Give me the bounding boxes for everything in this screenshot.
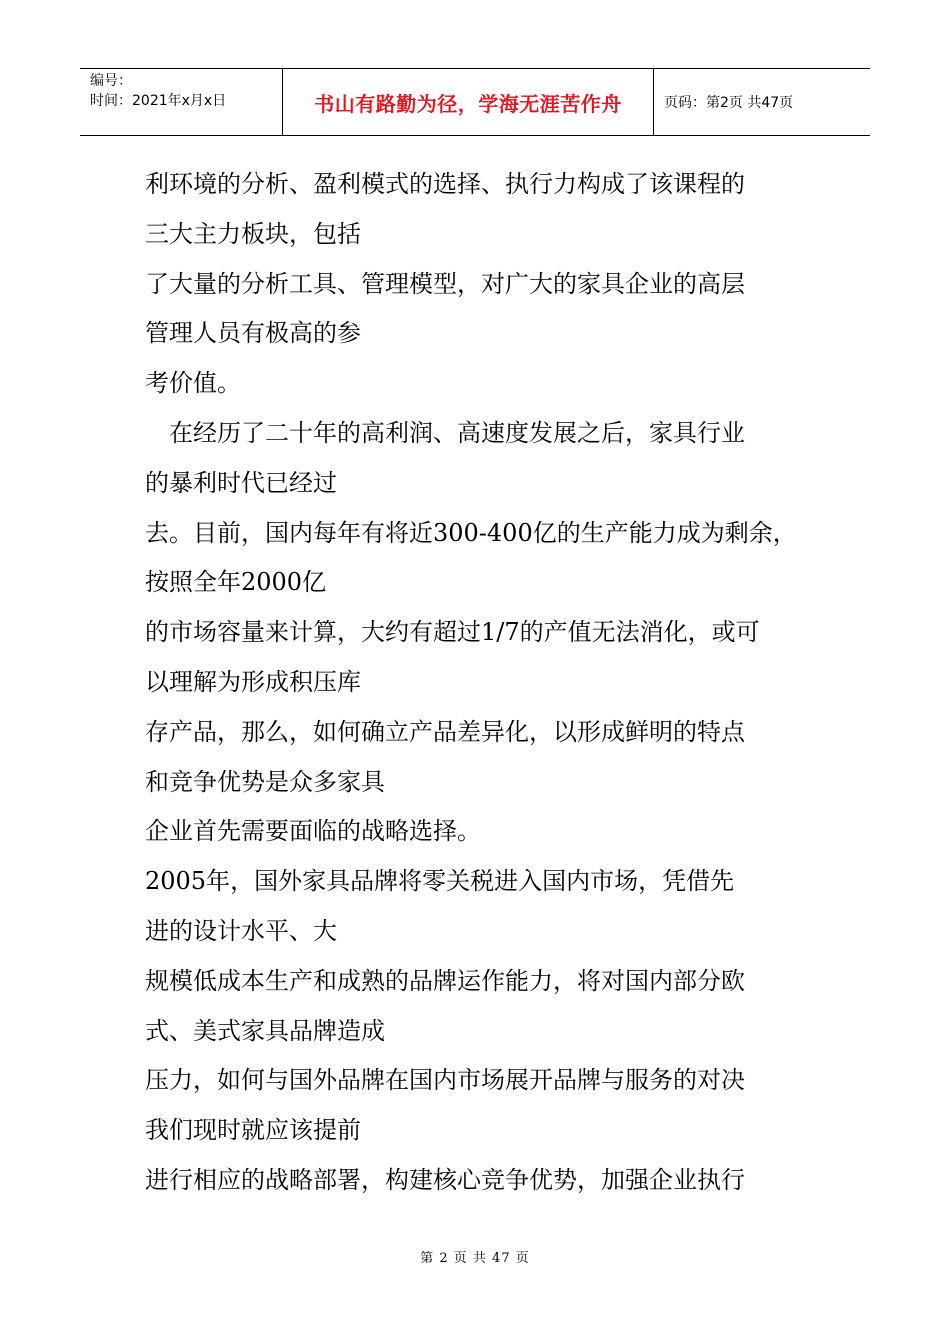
body-line: 三大主力板块，包括 bbox=[145, 219, 361, 248]
body-line: 进的设计水平、大 bbox=[145, 916, 337, 945]
body-line: 进行相应的战略部署，构建核心竞争优势，加强企业执行 bbox=[145, 1165, 745, 1194]
header-meta-cell bbox=[80, 69, 282, 135]
body-line: 式、美式家具品牌造成 bbox=[145, 1016, 385, 1045]
body-line: 规模低成本生产和成熟的品牌运作能力，将对国内部分欧 bbox=[145, 966, 745, 995]
body-line: 和竞争优势是众多家具 bbox=[145, 767, 385, 796]
body-line: 以理解为形成积压库 bbox=[145, 667, 361, 696]
body-line: 按照全年2000亿 bbox=[145, 568, 327, 597]
body-line: 去。目前，国内每年有将近300-400亿的生产能力成为剩余， bbox=[145, 518, 797, 547]
body-line: 管理人员有极高的参 bbox=[145, 319, 361, 348]
body-line: 了大量的分析工具、管理模型，对广大的家具企业的高层 bbox=[145, 269, 745, 298]
body-line: 的暴利时代已经过 bbox=[145, 468, 337, 497]
header-page-info: 页码：第2页 共47页 bbox=[664, 95, 794, 111]
document-time-label: 时间：2021年x月x日 bbox=[90, 93, 227, 109]
body-line: 压力，如何与国外品牌在国内市场展开品牌与服务的对决 bbox=[145, 1066, 745, 1095]
body-line: 在经历了二十年的高利润、高速度发展之后，家具行业 bbox=[145, 418, 745, 447]
body-line: 利环境的分析、盈利模式的选择、执行力构成了该课程的 bbox=[145, 170, 745, 198]
page-footer: 第 2 页 共 47 页 bbox=[420, 1251, 530, 1266]
body-line: 2005年，国外家具品牌将零关税进入国内市场，凭借先 bbox=[145, 867, 735, 896]
header-motto: 书山有路勤为径，学海无涯苦作舟 bbox=[282, 69, 654, 135]
body-line: 企业首先需要面临的战略选择。 bbox=[145, 817, 481, 846]
document-body bbox=[145, 160, 815, 1206]
body-line: 我们现时就应该提前 bbox=[145, 1116, 361, 1145]
body-line: 考价值。 bbox=[145, 369, 241, 398]
page-header bbox=[80, 68, 870, 136]
body-line: 存产品，那么，如何确立产品差异化，以形成鲜明的特点 bbox=[145, 717, 745, 746]
body-line: 的市场容量来计算，大约有超过1/7的产值无法消化，或可 bbox=[145, 618, 760, 647]
document-number-label: 编号： bbox=[90, 73, 132, 89]
